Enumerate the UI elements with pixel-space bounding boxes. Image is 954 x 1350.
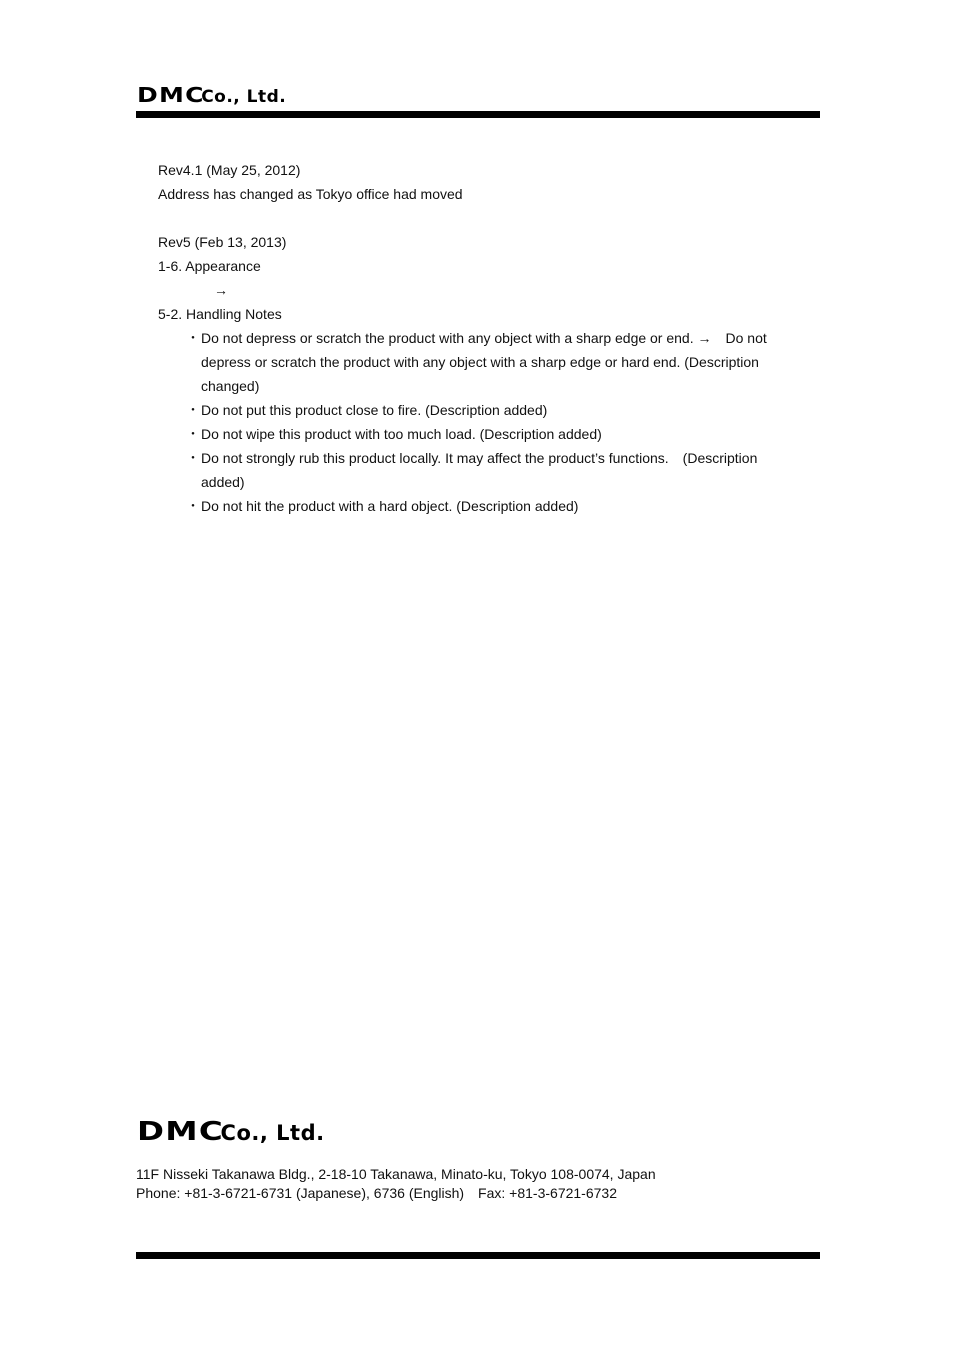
header-rule: [136, 111, 820, 118]
list-item-text: Do not strongly rub this product locally. It may affect the product’s functions. (Description added): [201, 450, 758, 490]
footer-contact: [136, 1165, 656, 1203]
bullet-symbol: ・: [186, 330, 200, 346]
section-handling-notes: 5-2. Handling Notes: [158, 306, 282, 322]
footer-rule: [136, 1252, 820, 1259]
list-item-text: Do not hit the product with a hard object. (Description added): [201, 498, 579, 514]
list-item: [186, 446, 798, 494]
revision-line: Address has changed as Tokyo office had moved: [158, 186, 463, 202]
handling-notes-list: [158, 326, 798, 518]
footer-logo-mark: DMC: [137, 1117, 224, 1147]
revision-title: Rev5 (Feb 13, 2013): [158, 234, 287, 250]
list-item-text: Do not wipe this product with too much load. (Description added): [201, 426, 602, 442]
list-item-text: Do not depress or scratch the product with any object with a sharp edge or end. → Do not depress or scratch the product with any object with a sharp edge or hard end. (Description changed): [201, 330, 767, 394]
bullet-symbol: ・: [186, 426, 200, 442]
footer-phone: Phone: +81-3-6721-6731 (Japanese), 6736 (English) Fax: +81-3-6721-6732: [136, 1185, 617, 1201]
revision-history: [158, 158, 798, 518]
footer-logo: [137, 1117, 325, 1147]
list-item: [186, 326, 798, 398]
bullet-symbol: ・: [186, 498, 200, 514]
bullet-symbol: ・: [186, 402, 200, 418]
footer-logo-sub: Co., Ltd.: [220, 1121, 325, 1145]
spacer: [158, 206, 798, 230]
bullet-symbol: ・: [186, 450, 200, 466]
footer-address: 11F Nisseki Takanawa Bldg., 2-18-10 Takanawa, Minato-ku, Tokyo 108-0074, Japan: [136, 1166, 656, 1182]
revision-title: Rev4.1 (May 25, 2012): [158, 162, 301, 178]
list-item-text: Do not put this product close to fire. (Description added): [201, 402, 548, 418]
header-logo: [137, 83, 286, 107]
list-item: [186, 398, 798, 422]
arrow-line: →: [214, 282, 228, 298]
list-item: [186, 422, 798, 446]
header-logo-sub: Co., Ltd.: [201, 87, 287, 107]
list-item: [186, 494, 798, 518]
header-logo-mark: DMC: [137, 83, 205, 107]
section-appearance: 1-6. Appearance: [158, 258, 261, 274]
